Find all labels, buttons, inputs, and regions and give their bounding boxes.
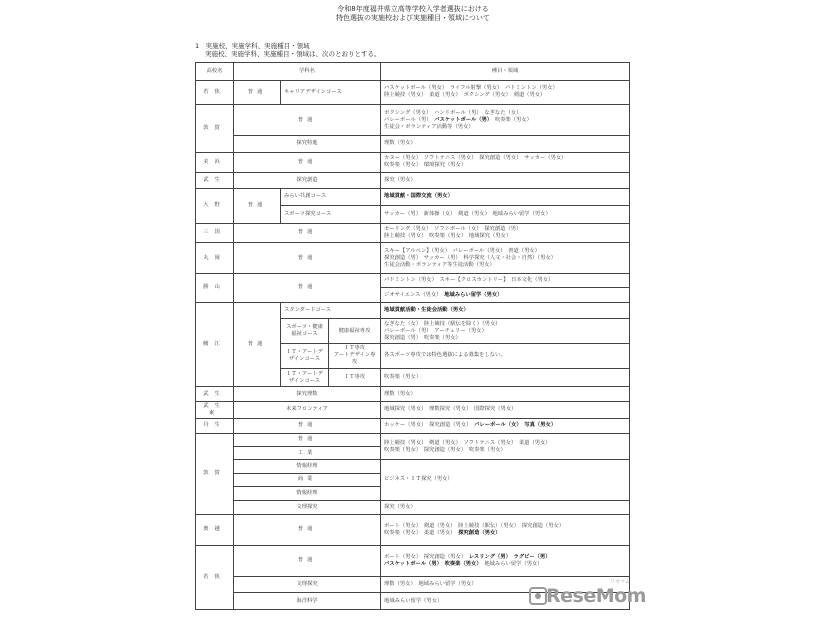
items-line	[384, 561, 626, 568]
items-cell: 理数（男女） 地域みらい留学（男女）	[381, 576, 630, 592]
course-name: スポーツ探究コース	[281, 206, 381, 224]
course-name: スタンダードコース	[281, 302, 381, 318]
table-row	[196, 401, 630, 419]
table-header-row	[196, 63, 630, 81]
dept-type: 普通	[234, 105, 381, 136]
dept-name: 情報経理	[234, 460, 381, 473]
dept-type: 普通	[234, 302, 281, 386]
dept-name: 探究特進	[234, 136, 381, 152]
items-cell: 吹奏楽（男女）	[381, 368, 630, 387]
items-cell	[381, 433, 630, 460]
items-cell	[381, 545, 630, 576]
dept-type: 普通	[234, 188, 281, 223]
items-cell	[381, 319, 630, 344]
dept-name: 海洋科学	[234, 593, 381, 610]
sub-course-line: アートデザイン専攻	[333, 352, 376, 366]
dept-type: 工業	[234, 447, 381, 460]
items-cell	[381, 419, 630, 433]
header-dept: 学科名	[234, 63, 381, 81]
table-row	[196, 136, 630, 152]
school-name: 若狭	[196, 545, 234, 609]
items-line: セーリング（男女） ソフトボール（女） 探究創造（男）	[384, 225, 522, 232]
items-cell	[381, 514, 630, 545]
items-text: ジオサイエンス（男女）	[384, 291, 439, 298]
items-line	[384, 530, 626, 537]
resemom-logo: ReseMom	[546, 585, 646, 607]
items-line: 陸上競技（男女） 吹奏楽（男女） 地域探究（男女）	[384, 232, 512, 239]
dept-name: 文理探究	[234, 576, 381, 592]
selection-table	[195, 62, 630, 610]
items-line: ボクシング（男女） ハンドボール（男） なぎなた（女）	[384, 109, 522, 116]
items-text: ホッケー（男女） 探究創造（男女）	[384, 422, 469, 429]
items-text-bold: バレーボール（女）	[474, 422, 520, 429]
items-text-bold: バスケットボール（男）	[434, 116, 490, 123]
dept-type: 普通	[234, 243, 381, 274]
items-text: 地域みらい留学（男女）	[484, 560, 543, 567]
items-line: バレーボール（男） アーチェリー（男女）	[384, 327, 487, 334]
document-title-line-2: 特色選抜の実施校および実施種目・領域について	[336, 14, 490, 22]
items-line: 生徒会・ボランティア活動等（男女）	[384, 123, 474, 130]
items-cell: 地域みらい留学（男女）	[381, 593, 630, 610]
document-title-line-1: 令和8年度福井県立高等学校入学者選抜における	[337, 5, 489, 13]
school-name: 鯖江	[196, 302, 234, 386]
school-name: 奥越	[196, 514, 234, 545]
items-text: 吹奏楽（男女） 柔道（男女）	[384, 529, 453, 536]
table-row	[196, 105, 630, 136]
school-name: 武生東	[196, 401, 234, 419]
items-line: 吹奏楽（男女） 環境探究（男女）	[384, 162, 467, 169]
dept-type: 商業	[234, 473, 381, 486]
items-cell: 地域探究（男女） 理数探究（男女） 国際探究（男女）	[381, 401, 630, 419]
table-row	[196, 152, 630, 173]
items-line: 吹奏楽（男女） 探究創造（男女） 吹奏楽（男女）	[384, 446, 506, 453]
items-line	[384, 554, 626, 561]
items-text-bold: 地域みらい留学（男女）	[444, 291, 503, 298]
items-line: バスケットボール（男女） ライフル射撃（男女） バドミントン（男女）	[384, 85, 558, 92]
items-text-bold: 写真（男女）	[524, 422, 557, 429]
dept-name: 情報経理	[234, 487, 381, 500]
items-cell: 探究（男女）	[381, 173, 630, 188]
items-text: ボート（男女） 探究創造（男女）	[384, 553, 464, 560]
items-cell: 理数（男女）	[381, 136, 630, 152]
table-row	[196, 173, 630, 188]
table-row	[196, 243, 630, 274]
items-cell	[381, 152, 630, 173]
school-name: 三国	[196, 223, 234, 243]
items-line	[384, 117, 626, 124]
items-cell	[381, 243, 630, 274]
sub-course: ＩＴ専攻	[329, 368, 381, 387]
section-description: 実施校、実施学科、実施種目・領域は、次のとおりとする。	[205, 50, 381, 58]
dept-name: 探究創造	[234, 173, 381, 188]
school-name: 勝山	[196, 274, 234, 303]
sub-course-line: ＩＴ専攻	[343, 345, 366, 352]
school-name: 武生	[196, 173, 234, 188]
items-cell: 地域貢献・国際交流（男女）	[381, 188, 630, 206]
table-row	[196, 188, 630, 206]
section-heading-block	[195, 42, 381, 58]
header-items: 種目・領域	[381, 63, 630, 81]
items-line: 探究創造（男） 吹奏楽（男女）	[384, 334, 461, 341]
items-line: 生徒会活動・ボランティア等生徒活動（男女）	[384, 261, 495, 268]
table-row	[196, 500, 630, 514]
course-name: ＩＴ・アートデザインコース	[281, 344, 329, 369]
table-row	[196, 80, 630, 105]
school-name: 敦賀	[196, 105, 234, 152]
dept-type: 普通	[234, 80, 281, 105]
school-name: 丸岡	[196, 243, 234, 274]
dept-type: 普通	[234, 152, 381, 173]
items-line: スキー【アルペン】（男女） バレーボール（男女） 書道（男女）	[384, 247, 540, 254]
dept-name: 探究理数	[234, 387, 381, 401]
items-text-bold: 探究創造（男女）	[458, 529, 501, 536]
items-line: 陸上競技（男女） 剣道（男女） ソフトテニス（男女） 柔道（男女）	[384, 439, 551, 446]
course-name: スポーツ・健康福祉コース	[281, 319, 329, 344]
dept-type: 普通	[234, 419, 381, 433]
items-line: ボート（男女） 剣道（男女） 陸上競技（駅伝）（男女） 探究創造（男女）	[384, 522, 565, 529]
school-name: 美浜	[196, 152, 234, 173]
table-row	[196, 433, 630, 446]
resemom-logo-icon	[528, 586, 548, 606]
items-line: カヌー（男女） ソフトテニス（男女） 探究創造（男女） サッカー（男女）	[384, 155, 567, 162]
table-row	[196, 460, 630, 473]
items-text: バレーボール（男）	[384, 116, 429, 123]
items-text: 吹奏楽（男女）	[494, 116, 532, 123]
items-line: なぎなた（女） 陸上競技（駅伝を除く）（男女）	[384, 320, 501, 327]
items-cell: ビジネス・ＩＴ探究（男女）	[381, 460, 630, 500]
dept-name: 未来フロンティア	[234, 401, 381, 419]
course-name: ＩＴ・アートデザインコース	[281, 368, 329, 387]
items-line: 探究創造（男） サッカー（男） 科学探究（人文・社会・自然）（男女）	[384, 254, 557, 261]
table-row	[196, 274, 630, 288]
sub-course: 健康福祉専攻	[329, 319, 381, 344]
sub-course	[329, 344, 381, 369]
items-line: 陸上競技（男女） 柔道（男女） ボクシング（男女） 剣道（男女）	[384, 92, 546, 99]
items-cell: バドミントン（男女） スキー【クロスカントリー】 日本文化（男女）	[381, 274, 630, 288]
items-cell	[381, 223, 630, 243]
school-name: 若狭	[196, 80, 234, 105]
school-name: 武生	[196, 387, 234, 401]
course-name: キャリアデザインコース	[281, 80, 381, 105]
table-row	[196, 545, 630, 576]
dept-name: 文理探究	[234, 500, 381, 514]
items-cell: 地域貢献活動・生徒会活動（男女）	[381, 302, 630, 318]
section-heading: 1 実施校、実施学科、実施種目・領域	[195, 42, 310, 50]
dept-type: 普通	[234, 223, 381, 243]
dept-type: 普通	[234, 274, 381, 303]
school-name: 丹生	[196, 419, 234, 433]
items-cell: 理数（男女）	[381, 387, 630, 401]
items-cell	[381, 288, 630, 302]
course-name: みらい共創コース	[281, 188, 381, 206]
items-cell	[381, 80, 630, 105]
header-school: 高校名	[196, 63, 234, 81]
table-row	[196, 302, 630, 318]
items-cell: 探究（男女）	[381, 500, 630, 514]
resemom-logo-kana: リセマム	[610, 579, 630, 585]
dept-type: 普通	[234, 433, 381, 446]
items-cell: 各スポーツ専攻では特色選抜による募集をしない。	[381, 344, 630, 369]
items-text-bold: バスケットボール（男） 吹奏楽（男女）	[384, 560, 480, 567]
items-text-bold: レスリング（男） ラグビー（男）	[468, 553, 551, 560]
items-cell	[381, 105, 630, 136]
items-cell: サッカー（男） 新体操（女） 剣道（男女） 地域みらい留学（男女）	[381, 206, 630, 224]
dept-type: 普通	[234, 514, 381, 545]
school-name: 敦賀	[196, 433, 234, 514]
table-row	[196, 514, 630, 545]
table-row	[196, 419, 630, 433]
dept-type: 普通	[234, 545, 381, 576]
school-name: 大野	[196, 188, 234, 223]
table-row	[196, 387, 630, 401]
table-row	[196, 223, 630, 243]
